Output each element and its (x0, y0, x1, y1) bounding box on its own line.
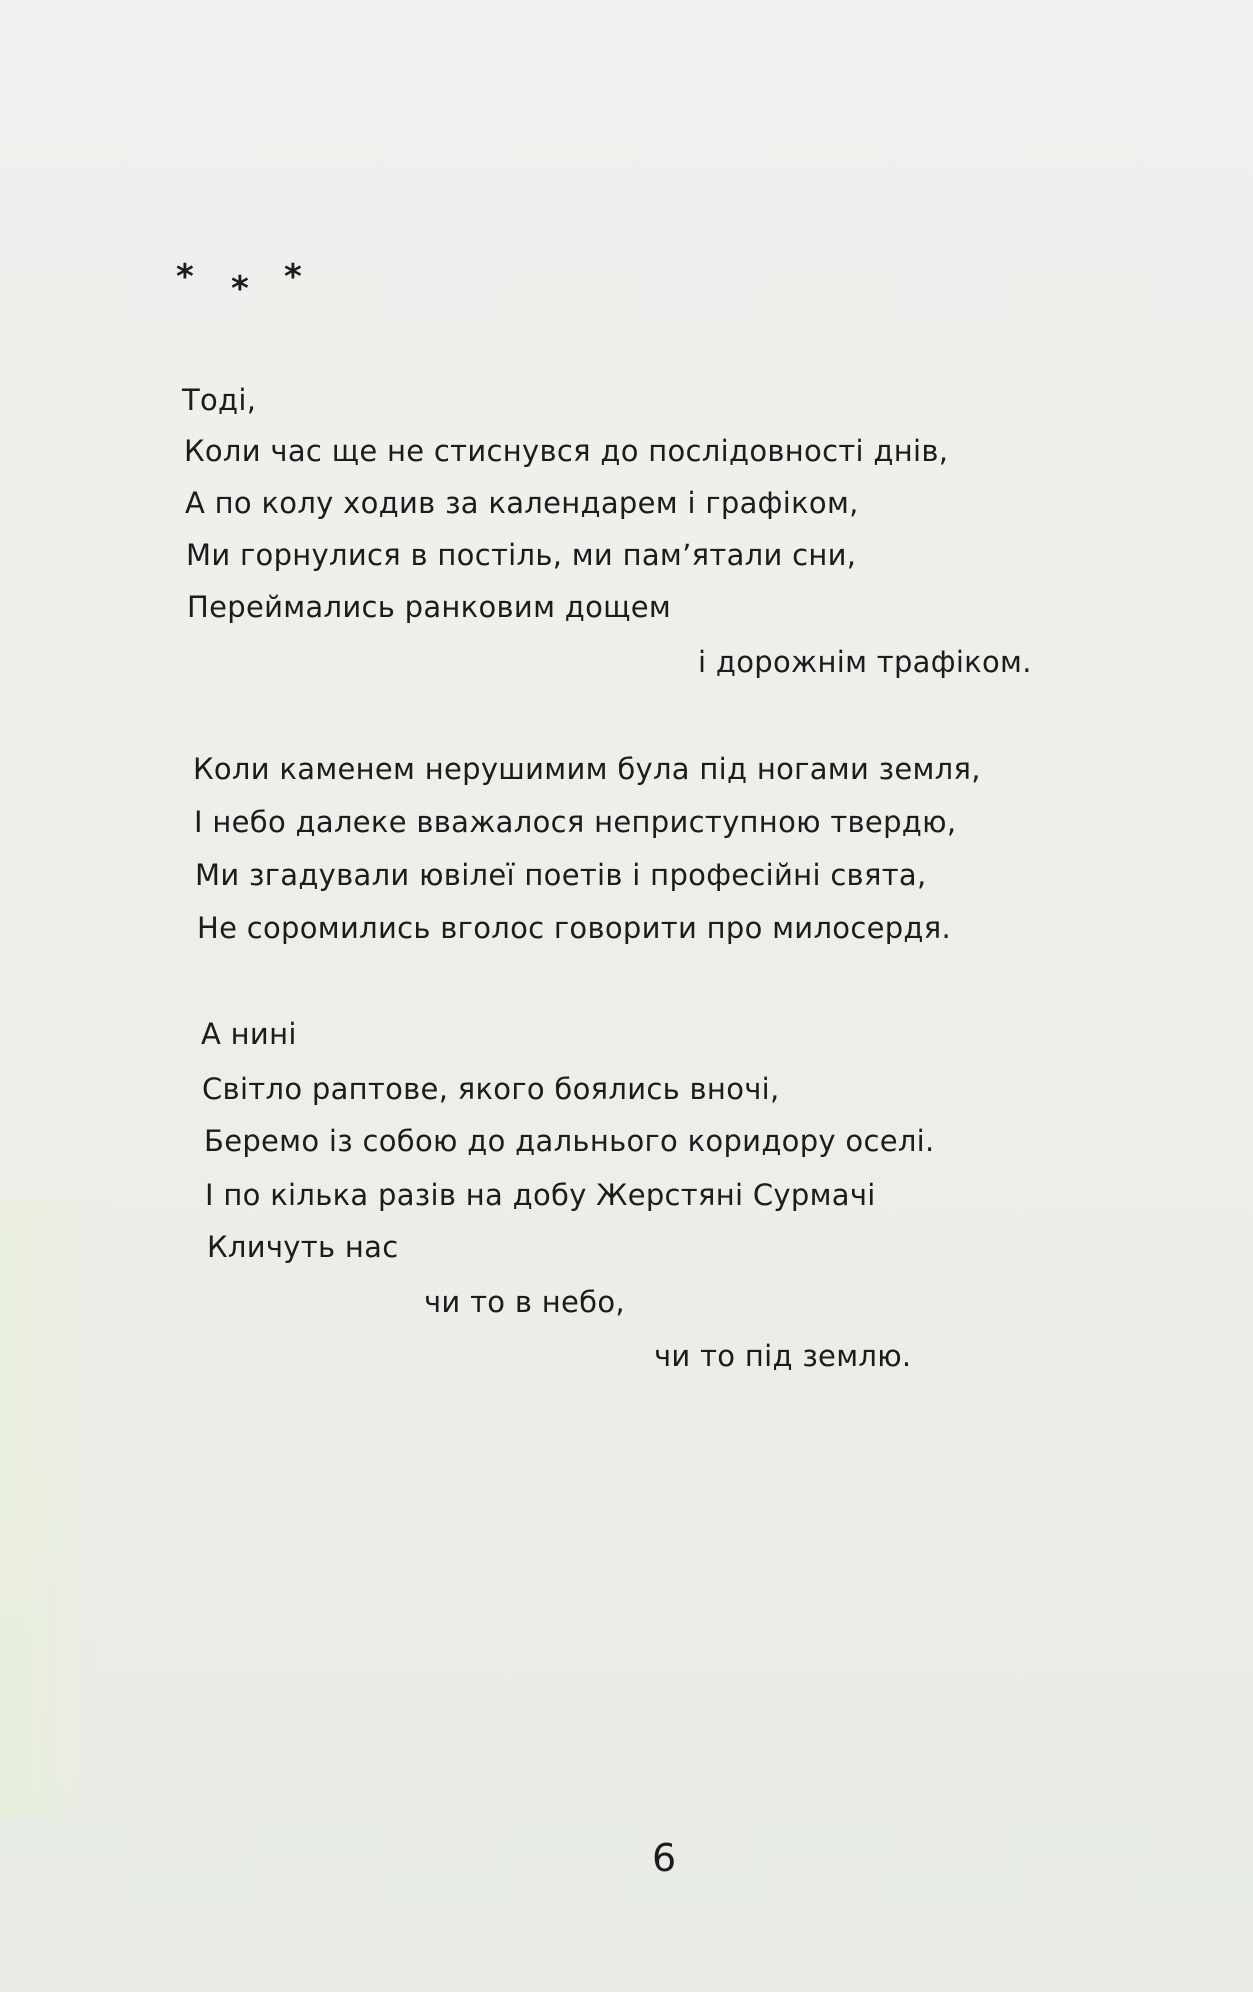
poem-line: Беремо із собою до дальнього коридору оселі. (204, 1124, 935, 1158)
page-shadow (0, 1200, 110, 1820)
poem-line: і дорожнім трафіком. (698, 645, 1032, 679)
star-1: * (176, 257, 194, 297)
poem-line: Не соромились вголос говорити про милосердя. (197, 911, 952, 945)
poem-line: Коли каменем нерушимим була під ногами земля, (193, 752, 981, 786)
poem-line: Світло раптове, якого боялись вночі, (202, 1072, 780, 1106)
poem-line: І небо далеке вважалося неприступною твердю, (194, 805, 957, 839)
section-divider-stars (176, 256, 316, 309)
poem-line: Переймались ранковим дощем (187, 590, 672, 624)
star-2: * (231, 269, 249, 309)
poem-line: І по кілька разів на добу Жерстяні Сурмачі (205, 1178, 876, 1212)
poem-line: Коли час ще не стиснувся до послідовності днів, (184, 434, 949, 468)
poem-line: Кличуть нас (207, 1230, 399, 1264)
poem-line: А по колу ходив за календарем і графіком, (185, 486, 859, 520)
star-3: * (284, 257, 302, 297)
poem-line: чи то під землю. (654, 1339, 912, 1373)
poem-line: чи то в небо, (424, 1285, 625, 1319)
poem-line: Ми горнулися в постіль, ми пам’ятали сни, (186, 538, 857, 572)
page-number: 6 (652, 1836, 677, 1880)
poem-line: Ми згадували ювілеї поетів і професійні свята, (195, 858, 927, 892)
poem-line: А нині (201, 1017, 297, 1051)
poem-line: Тоді, (182, 383, 257, 417)
